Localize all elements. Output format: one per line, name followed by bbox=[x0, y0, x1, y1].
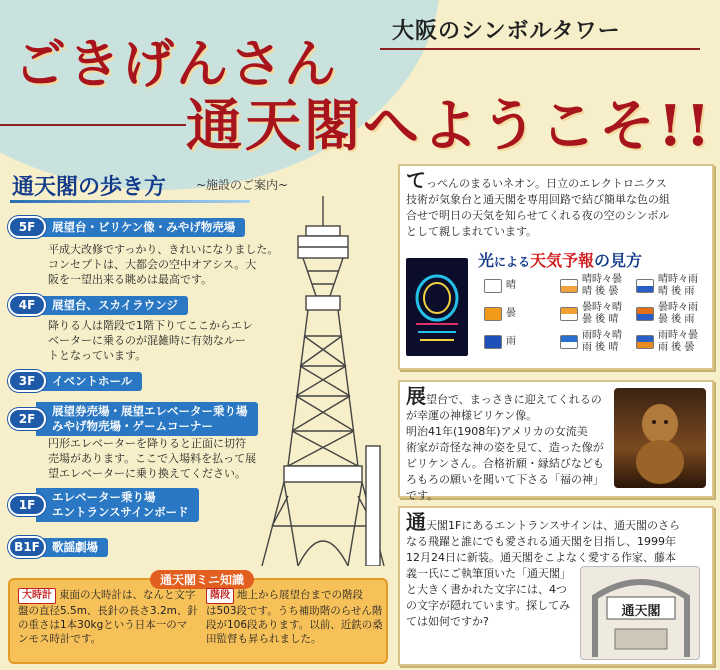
floor-5f-description: 平成大改修ですっかり、きれいになりました。 コンセプトは、大都会の空中オアシス。大 阪を一望出来る眺めは最高です。 bbox=[48, 243, 279, 286]
floor-4f-description: 降りる人は階段で1階下りてここからエレ ベーターに乗るのが混雑時に有効なルー トとなっています。 bbox=[48, 319, 253, 362]
title-line-1: ごきげんさん bbox=[14, 34, 339, 95]
neon-description: てっぺんのまるいネオン。日立のエレクトロニクス 技術が気象台と通天閣を専用回路で結び簡単な色の組 合せで明日の天気を知らせてくれる夜の空のシンボル として親しまれています。 bbox=[406, 168, 670, 238]
floor-b1f bbox=[8, 536, 108, 558]
legend-item: 晴 bbox=[484, 274, 556, 298]
mini-knowledge-title: 通天閣ミニ知識 bbox=[150, 570, 254, 589]
floor-badge: 1F bbox=[8, 494, 46, 516]
tagline: 大阪のシンボルタワー bbox=[392, 19, 621, 44]
neon-tower-photo bbox=[406, 258, 468, 356]
legend-item: 晴時々曇 晴 後 曇 bbox=[560, 274, 632, 298]
floor-3f bbox=[8, 370, 142, 392]
stairs-tag: 階段 bbox=[206, 588, 234, 604]
entrance-sign-photo bbox=[580, 566, 700, 660]
clock-fact: 大時計 東面の大時計は、なんと文字 盤の直径5.5m、長針の長さ3.2m、針 の重さは1本30kgという日本一のマ ンモス時計です。 bbox=[18, 589, 198, 645]
billiken-description: 展望台で、まっさきに迎えてくれるの が幸運の神様ビリケン像。 明治41年(1908年)アメリカの女流美 術家が奇怪な神の姿を見て、造った像が ビリケンさん。合格祈願・縁結びなども ろもろの願いを聞いて下さる「福の神」です。 bbox=[406, 384, 604, 502]
legend-item: 曇時々雨 曇 後 雨 bbox=[636, 302, 708, 326]
billiken-statue-photo bbox=[614, 388, 706, 488]
legend-item: 曇時々晴 曇 後 晴 bbox=[560, 302, 632, 326]
title-line-2: 通天閣へようこそ!! bbox=[186, 93, 714, 159]
guide-rule bbox=[10, 200, 250, 203]
weather-legend bbox=[484, 274, 708, 354]
floor-badge: 4F bbox=[8, 294, 46, 316]
legend-item: 曇 bbox=[484, 302, 556, 326]
title-rule bbox=[0, 124, 186, 126]
floor-name: イベントホール bbox=[36, 372, 142, 391]
floor-name: エレベーター乗り場 エントランスサインボード bbox=[36, 488, 199, 522]
entrance-sign-description: 通天閣1Fにあるエントランスサインは、通天閣のさら なる飛躍と誰にでも愛される通天閣を目指し、1999年 12月24日に新装。通天閣をこよなく愛する作家、藤本 義一氏にご執筆頂いた「通天閣」 と大きく書かれた文字には、4つ の文字が隠れています。探してみ ては如何ですか? bbox=[406, 510, 681, 628]
floor-badge: 2F bbox=[8, 408, 46, 430]
floor-name: 展望券売場・展望エレベーター乗り場 みやげ物売場・ゲームコーナー bbox=[36, 402, 258, 436]
clock-tag: 大時計 bbox=[18, 588, 56, 604]
legend-item: 雨時々晴 雨 後 晴 bbox=[560, 330, 632, 354]
floor-4f bbox=[8, 294, 188, 316]
floor-badge: B1F bbox=[8, 536, 46, 558]
mini-knowledge-box bbox=[8, 573, 388, 664]
legend-item: 晴時々雨 晴 後 雨 bbox=[636, 274, 708, 298]
floor-badge: 3F bbox=[8, 370, 46, 392]
legend-item: 雨時々曇 雨 後 曇 bbox=[636, 330, 708, 354]
sign-label: 通天閣 bbox=[621, 604, 661, 619]
weather-legend-title: 光による天気予報の見方 bbox=[478, 251, 643, 270]
floor-2f-description: 円形エレベーターを降りると正面に切符 売場があります。ここで入場料を払って展 望エレベーターに乗り換えてください。 bbox=[48, 437, 257, 480]
tower-illustration bbox=[258, 196, 388, 566]
stairs-fact: 階段 地上から展望台までの階段 は503段です。うち補助階のらせん階 段が106段あります。以前、近鉄の桑 田監督も昇られました。 bbox=[206, 589, 383, 645]
guide-title: 通天閣の歩き方 bbox=[12, 175, 167, 200]
floor-badge: 5F bbox=[8, 216, 46, 238]
floor-name: 展望台・ビリケン像・みやげ物売場 bbox=[36, 218, 245, 237]
floor-2f bbox=[8, 402, 258, 436]
floor-1f bbox=[8, 488, 199, 522]
tagline-rule bbox=[380, 48, 700, 50]
guide-subtitle: ~施設のご案内~ bbox=[196, 178, 289, 192]
floor-name: 歌謡劇場 bbox=[36, 538, 108, 557]
floor-name: 展望台、スカイラウンジ bbox=[36, 296, 188, 315]
legend-item: 雨 bbox=[484, 330, 556, 354]
floor-5f bbox=[8, 216, 245, 238]
